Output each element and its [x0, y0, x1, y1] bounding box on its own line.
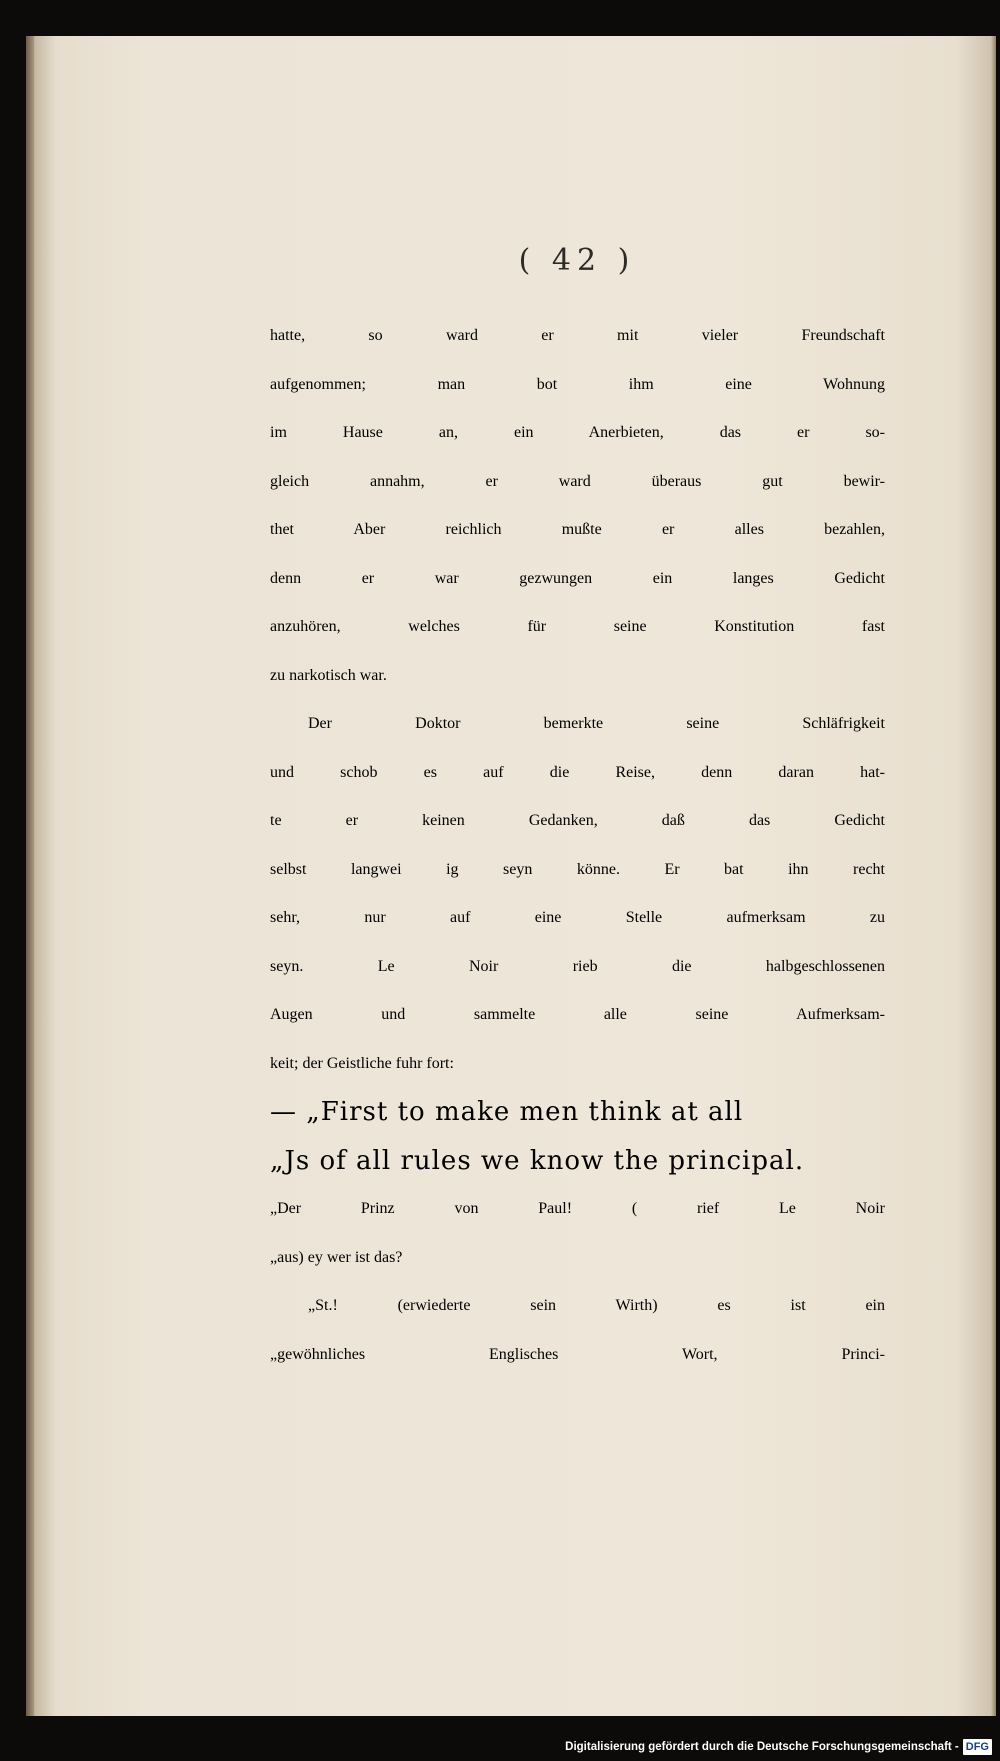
- text-line: Augen und sammelte alle seine Aufmerksam-: [270, 1006, 885, 1023]
- text-line: und schob es auf die Reise, denn daran hat-: [270, 763, 885, 781]
- text-line: „Der Prinz von Paul! ( rief Le Noir: [270, 1200, 885, 1217]
- text-line: sehr, nur auf eine Stelle aufmerksam zu: [270, 909, 885, 926]
- page-number: ( 42 ): [518, 243, 636, 278]
- page-edge: [26, 36, 34, 1716]
- text-line: „Js of all rules we know the principal.: [270, 1145, 805, 1176]
- text-line: zu narkotisch war.: [270, 666, 387, 684]
- text-line: anzuhören, welches für seine Konstitution fast: [270, 618, 885, 635]
- page-text: [270, 312, 885, 1379]
- text-line: „aus) ey wer ist das?: [270, 1248, 403, 1266]
- text-line: te er keinen Gedanken, daß das Gedicht: [270, 812, 885, 829]
- text-line: selbst langwei ig seyn könne. Er bat ihn recht: [270, 860, 885, 878]
- digitization-credit: [565, 1737, 992, 1757]
- text-line: keit; der Geistliche fuhr fort:: [270, 1054, 454, 1072]
- text-line: gleich annahm, er ward überaus gut bewir-: [270, 472, 885, 490]
- text-line: denn er war gezwungen ein langes Gedicht: [270, 569, 885, 587]
- text-line: seyn. Le Noir rieb die halbgeschlossenen: [270, 957, 885, 975]
- text-line: im Hause an, ein Anerbieten, das er so-: [270, 424, 885, 441]
- text-line: hatte, so ward er mit vieler Freundschaft: [270, 327, 885, 344]
- text-line: thet Aber reichlich mußte er alles bezahlen,: [270, 521, 885, 538]
- text-line: „gewöhnliches Englisches Wort, Princi-: [270, 1345, 885, 1363]
- text-line: — „First to make men think at all: [270, 1097, 744, 1127]
- text-line: Der Doktor bemerkte seine Schläfrigkeit: [308, 715, 885, 732]
- text-line: aufgenommen; man bot ihm eine Wohnung: [270, 375, 885, 393]
- text-line: „St.! (erwiederte sein Wirth) es ist ein: [308, 1297, 885, 1314]
- dfg-logo: DFG: [963, 1739, 992, 1755]
- credit-text: Digitalisierung gefördert durch die Deutsche Forschungsgemeinschaft -: [565, 1741, 959, 1753]
